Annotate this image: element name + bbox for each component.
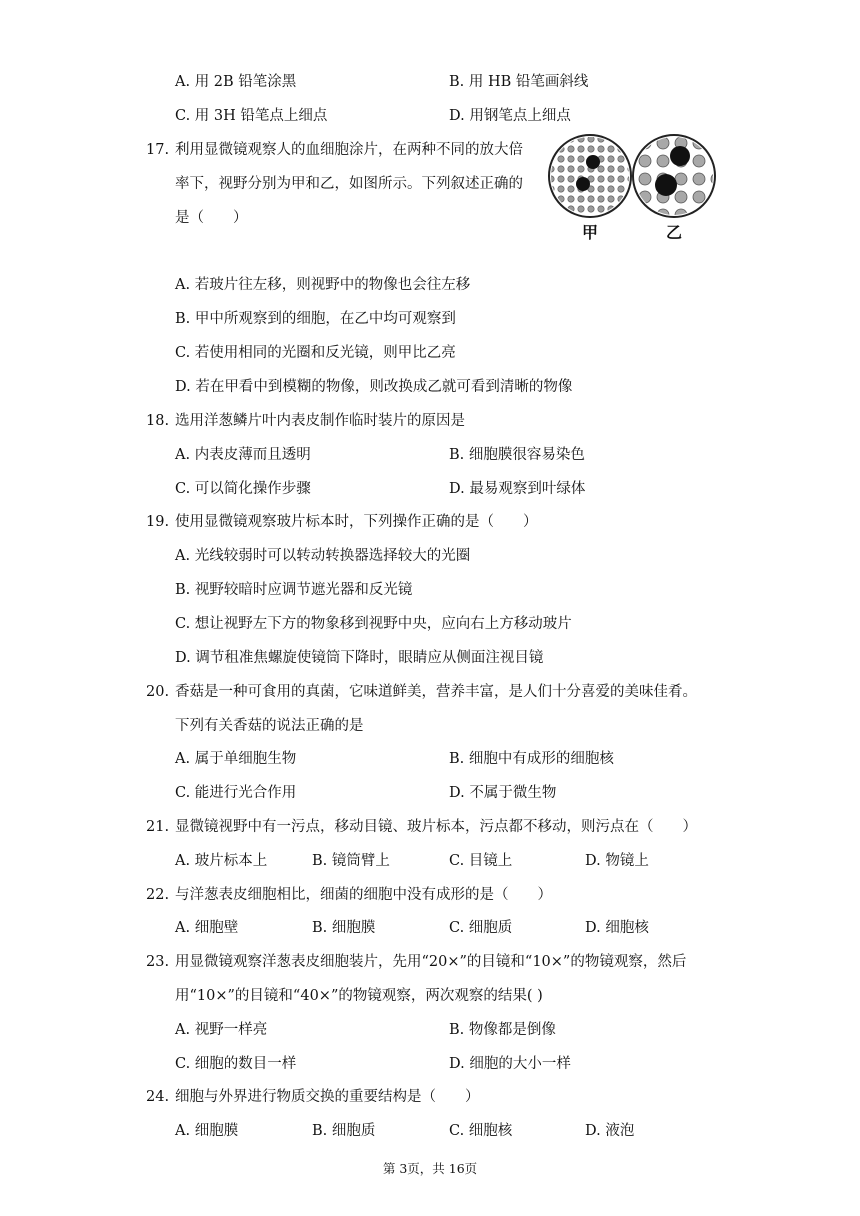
q22-option-b: B. 细胞膜 [312,920,376,936]
q16-option-b: B. 用 HB 铅笔画斜线 [449,74,589,90]
white-blood-cell [576,177,590,191]
q22-number: 22. [146,887,170,903]
q19-option-d: D. 调节租准焦螺旋使镜筒下降时，眼睛应从侧面注视目镜 [175,650,544,666]
q22-stem: 与洋葱表皮细胞相比，细菌的细胞中没有成形的是（ ） [175,887,552,903]
q21-option-a: A. 玻片标本上 [175,853,268,869]
q16-option-c: C. 用 3H 铅笔点上细点 [175,108,328,124]
q22-option-a: A. 细胞壁 [175,920,239,936]
q24-stem: 细胞与外界进行物质交换的重要结构是（ ） [175,1089,480,1105]
label-yi: 乙 [665,223,683,242]
q24-number: 24. [146,1089,170,1105]
q24-option-c: C. 细胞核 [449,1123,513,1139]
q23-option-a: A. 视野一样亮 [175,1022,268,1038]
q20-option-b: B. 细胞中有成形的细胞核 [449,751,614,767]
q23-number: 23. [146,954,170,970]
q16-option-d: D. 用钢笔点上细点 [449,108,571,124]
q19-stem: 使用显微镜观察玻片标本时，下列操作正确的是（ ） [175,514,538,530]
q18-option-c: C. 可以简化操作步骤 [175,481,311,497]
label-jia: 甲 [581,223,599,242]
blood-cell-views-svg [546,134,718,244]
q17-stem-line-1: 利用显微镜观察人的血细胞涂片，在两种不同的放大倍 [175,142,523,158]
blood-cell-microscope-figure [546,134,718,244]
q18-number: 18. [146,413,170,429]
q23-option-d: D. 细胞的大小一样 [449,1056,571,1072]
q24-option-d: D. 液泡 [585,1123,635,1139]
q18-option-a: A. 内表皮薄而且透明 [175,447,311,463]
q17-number: 17. [146,142,170,158]
q18-option-d: D. 最易观察到叶绿体 [449,481,586,497]
q24-option-b: B. 细胞质 [312,1123,376,1139]
q19-option-c: C. 想让视野左下方的物象移到视野中央，应向右上方移动玻片 [175,616,572,632]
white-blood-cell [655,174,677,196]
q18-stem: 选用洋葱鳞片叶内表皮制作临时装片的原因是 [175,413,465,429]
q23-stem-line-1: 用显微镜观察洋葱表皮细胞装片，先用“20×”的目镜和“10×”的物镜观察，然后 [175,954,687,970]
q23-option-b: B. 物像都是倒像 [449,1022,556,1038]
q17-stem-line-2: 率下，视野分别为甲和乙，如图所示。下列叙述正确的 [175,176,523,192]
white-blood-cell [670,146,690,166]
page-footer: 第 3页，共 16页 [382,1161,478,1176]
q20-option-a: A. 属于单细胞生物 [175,751,297,767]
q18-option-b: B. 细胞膜很容易染色 [449,447,585,463]
view-jia [549,135,631,217]
q21-number: 21. [146,819,170,835]
q17-option-c: C. 若使用相同的光圈和反光镜，则甲比乙亮 [175,345,456,361]
q17-stem-line-3: 是（ ） [175,210,248,226]
q21-stem: 显微镜视野中有一污点，移动目镜、玻片标本，污点都不移动，则污点在（ ） [175,819,697,835]
q20-stem-line-2: 下列有关香菇的说法正确的是 [175,718,364,734]
q16-option-a: A. 用 2B 铅笔涂黑 [175,74,297,90]
q19-option-a: A. 光线较弱时可以转动转换器选择较大的光圈 [175,548,471,564]
q19-option-b: B. 视野较暗时应调节遮光器和反光镜 [175,582,413,598]
q21-option-b: B. 镜筒臂上 [312,853,390,869]
q20-stem-line-1: 香菇是一种可食用的真菌，它味道鲜美，营养丰富，是人们十分喜爱的美味佳肴。 [175,684,697,700]
q20-option-c: C. 能进行光合作用 [175,785,297,801]
q23-option-c: C. 细胞的数目一样 [175,1056,297,1072]
q22-option-d: D. 细胞核 [585,920,649,936]
white-blood-cell [586,155,600,169]
q23-stem-line-2: 用“10×”的目镜和“40×”的物镜观察，两次观察的结果( ) [175,988,543,1004]
q17-option-d: D. 若在甲看中到模糊的物像，则改换成乙就可看到清晰的物像 [175,379,573,395]
q21-option-d: D. 物镜上 [585,853,649,869]
q20-option-d: D. 不属于微生物 [449,785,557,801]
q17-option-b: B. 甲中所观察到的细胞，在乙中均可观察到 [175,311,456,327]
q20-number: 20. [146,684,170,700]
q22-option-c: C. 细胞质 [449,920,513,936]
q17-option-a: A. 若玻片往左移，则视野中的物像也会往左移 [175,277,471,293]
q21-option-c: C. 目镜上 [449,853,513,869]
q19-number: 19. [146,514,170,530]
view-yi [633,135,715,217]
q24-option-a: A. 细胞膜 [175,1123,239,1139]
